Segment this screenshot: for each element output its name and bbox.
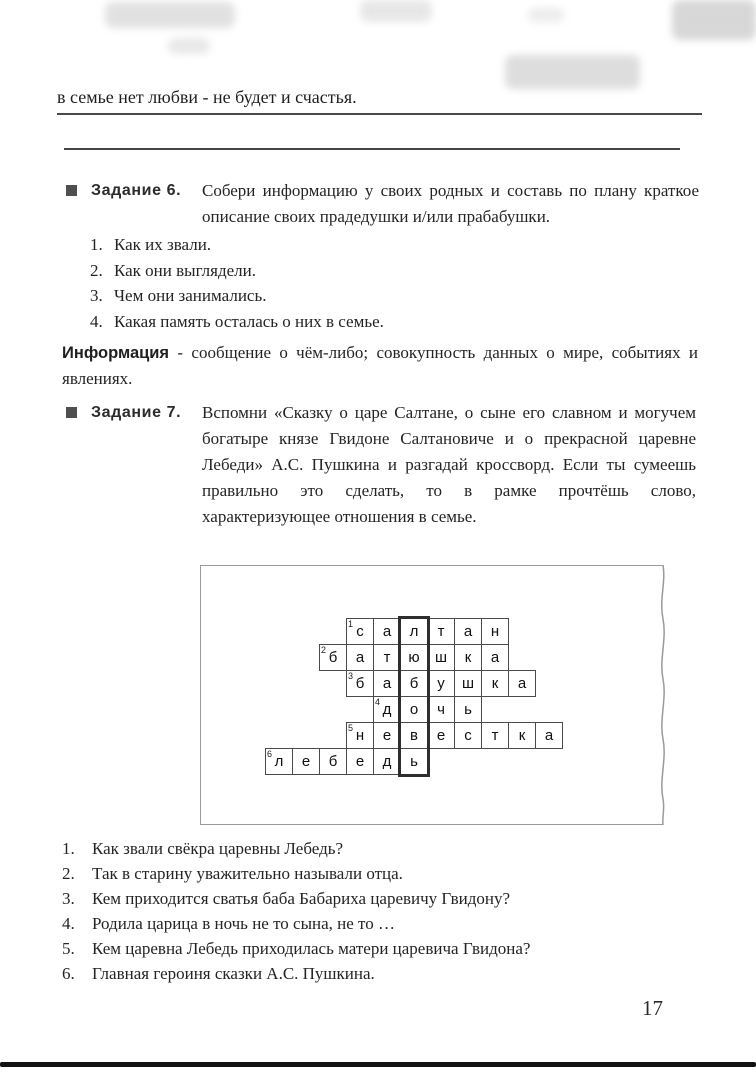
task6-section: [62, 178, 699, 230]
crossword-letter: е: [382, 727, 392, 744]
crossword-cell: [373, 696, 401, 723]
clue-item: [62, 936, 714, 961]
clue-number: 4.: [62, 914, 75, 933]
crossword-grid: [201, 566, 663, 824]
item-text: Как их звали.: [114, 235, 212, 254]
scan-bottom-edge: [0, 1062, 756, 1067]
scan-artifact: [528, 8, 564, 22]
crossword-cell: [346, 748, 374, 775]
crossword-letter: у: [437, 675, 445, 692]
item-number: 3.: [90, 286, 103, 305]
crossword-cell: [346, 618, 374, 645]
crossword-letter: ь: [410, 753, 418, 770]
crossword-letter: т: [383, 649, 391, 666]
crossword-cell: [400, 618, 428, 645]
crossword-letter: а: [463, 623, 473, 640]
crossword-cell: [454, 670, 482, 697]
crossword-letter: ш: [461, 675, 475, 692]
crossword-cell: [427, 644, 455, 671]
item-text: Какая память осталась о них в семье.: [114, 311, 384, 331]
crossword-cell: [508, 670, 536, 697]
answer-text: в семье нет любви - не будет и счастья.: [57, 87, 357, 107]
task6-label: Задание 6.: [91, 182, 182, 199]
crossword-cell: [400, 670, 428, 697]
crossword-clue-number: 6: [267, 749, 273, 759]
crossword-cell: [319, 644, 347, 671]
task7-section: [62, 400, 696, 530]
crossword-letter: в: [410, 727, 418, 744]
list-item: [90, 309, 384, 335]
crossword-letter: ч: [437, 701, 445, 718]
crossword-letter: е: [355, 753, 365, 770]
crossword-letter: а: [544, 727, 554, 744]
crossword-letter: ь: [464, 701, 472, 718]
crossword-letter: с: [464, 727, 472, 744]
crossword-letter: о: [409, 701, 419, 718]
crossword-letter: с: [356, 623, 364, 640]
crossword-letter: д: [382, 701, 392, 718]
crossword-cell: [454, 644, 482, 671]
crossword-letter: н: [355, 727, 365, 744]
item-text: Как они выглядели.: [114, 260, 257, 280]
crossword-cell: [373, 722, 401, 749]
crossword-cell: [373, 644, 401, 671]
crossword-letter: б: [355, 675, 365, 692]
clue-number: 3.: [62, 889, 75, 908]
crossword-cell: [400, 644, 428, 671]
crossword-clue-number: 3: [348, 671, 354, 681]
scan-artifact: [360, 0, 432, 22]
crossword-cell: [265, 748, 293, 775]
crossword-cell: [427, 696, 455, 723]
crossword-letter: б: [328, 649, 338, 666]
clues-list: [62, 836, 714, 986]
scan-artifact: [168, 38, 210, 54]
crossword-cell: [373, 748, 401, 775]
crossword-letter: д: [382, 753, 392, 770]
crossword-cell: [319, 748, 347, 775]
crossword-cell: [400, 748, 428, 775]
crossword-cell: [481, 618, 509, 645]
crossword-letter: б: [328, 753, 338, 770]
crossword-letter: к: [491, 675, 499, 692]
scan-artifact: [672, 0, 756, 40]
crossword-clue-number: 1: [348, 619, 354, 629]
clue-number: 6.: [62, 964, 75, 983]
crossword-letter: а: [382, 623, 392, 640]
task6-items: [90, 232, 384, 334]
task-bullet-icon: [66, 407, 77, 418]
crossword-letter: а: [517, 675, 527, 692]
crossword-cell: [373, 670, 401, 697]
task7-header: [62, 400, 202, 426]
crossword-cell: [481, 644, 509, 671]
task6-header: [62, 178, 202, 204]
crossword-cell: [535, 722, 563, 749]
task-bullet-icon: [66, 185, 77, 196]
clue-number: 2.: [62, 864, 75, 883]
crossword-letter: т: [491, 727, 499, 744]
crossword-cell: [454, 696, 482, 723]
crossword-letter: а: [355, 649, 365, 666]
clue-text: Кем царевна Лебедь приходилась матери царевича Гвидона?: [92, 939, 531, 958]
crossword-cell: [346, 670, 374, 697]
crossword-clue-number: 2: [321, 645, 327, 655]
clue-text: Так в старину уважительно называли отца.: [92, 864, 403, 883]
clue-number: 1.: [62, 839, 75, 858]
crossword-cell: [481, 722, 509, 749]
crossword-letter: б: [409, 675, 419, 692]
task7-label: Задание 7.: [91, 404, 182, 421]
crossword-letter: к: [518, 727, 526, 744]
list-item: [90, 258, 384, 284]
task7-text: Вспомни «Сказку о царе Салтане, о сыне его славном и могучем богатыре князе Гвидоне Салтановиче и о прекрасной царевне Лебеди» А.С. Пушкина и разгадай кроссворд. Если ты сумеешь правильно это сделать, то в рамке прочтёшь слово, характеризующее отношения в семье.: [202, 403, 696, 526]
list-item: [90, 283, 384, 309]
blank-answer-line: [64, 148, 680, 150]
handwritten-answer-line: [57, 84, 702, 115]
scan-wrinkle-edge: [656, 565, 670, 825]
crossword-box: [200, 565, 663, 825]
item-number: 2.: [90, 260, 103, 280]
clue-text: Как звали свёкра царевны Лебедь?: [92, 839, 344, 858]
clue-item: [62, 861, 714, 886]
clue-item: [62, 911, 714, 936]
crossword-clue-number: 5: [348, 723, 354, 733]
crossword-cell: [373, 618, 401, 645]
crossword-cell: [400, 722, 428, 749]
scan-artifact: [105, 2, 235, 28]
crossword-letter: н: [490, 623, 500, 640]
crossword-cell: [292, 748, 320, 775]
clue-item: [62, 836, 714, 861]
crossword-cell: [481, 670, 509, 697]
crossword-letter: к: [464, 649, 472, 666]
list-item: [90, 232, 384, 258]
clue-text: Родила царица в ночь не то сына, не то …: [92, 914, 395, 933]
crossword-cell: [400, 696, 428, 723]
crossword-letter: ю: [408, 649, 420, 666]
crossword-letter: л: [274, 753, 284, 770]
crossword-letter: е: [436, 727, 446, 744]
page-number: 17: [642, 996, 663, 1020]
definition-term: Информация: [62, 344, 170, 362]
item-number: 4.: [90, 311, 103, 331]
crossword-cell: [427, 670, 455, 697]
crossword-letter: е: [301, 753, 311, 770]
crossword-letter: л: [409, 623, 419, 640]
crossword-cell: [427, 618, 455, 645]
crossword-cell: [346, 644, 374, 671]
task6-text: Собери информацию у своих родных и составь по плану краткое описание своих прадедушки и/или прабабушки.: [202, 181, 699, 226]
clue-item: [62, 886, 714, 911]
definition-paragraph: [62, 340, 698, 391]
item-number: 1.: [90, 235, 103, 254]
crossword-letter: т: [437, 623, 445, 640]
clue-item: [62, 961, 714, 986]
crossword-cell: [454, 722, 482, 749]
clue-text: Кем приходится сватья баба Бабариха царевичу Гвидону?: [92, 889, 511, 908]
crossword-clue-number: 4: [375, 697, 381, 707]
clue-text: Главная героиня сказки А.С. Пушкина.: [92, 964, 375, 983]
crossword-cell: [427, 722, 455, 749]
crossword-letter: а: [382, 675, 392, 692]
item-text: Чем они занимались.: [114, 286, 267, 305]
crossword-cell: [346, 722, 374, 749]
definition-text: - сообщение о чём-либо; совокупность данных о мире, событиях и явлениях.: [62, 343, 699, 388]
crossword-letter: ш: [434, 649, 448, 666]
crossword-letter: а: [490, 649, 500, 666]
clue-number: 5.: [62, 939, 75, 958]
crossword-cell: [454, 618, 482, 645]
crossword-cell: [508, 722, 536, 749]
